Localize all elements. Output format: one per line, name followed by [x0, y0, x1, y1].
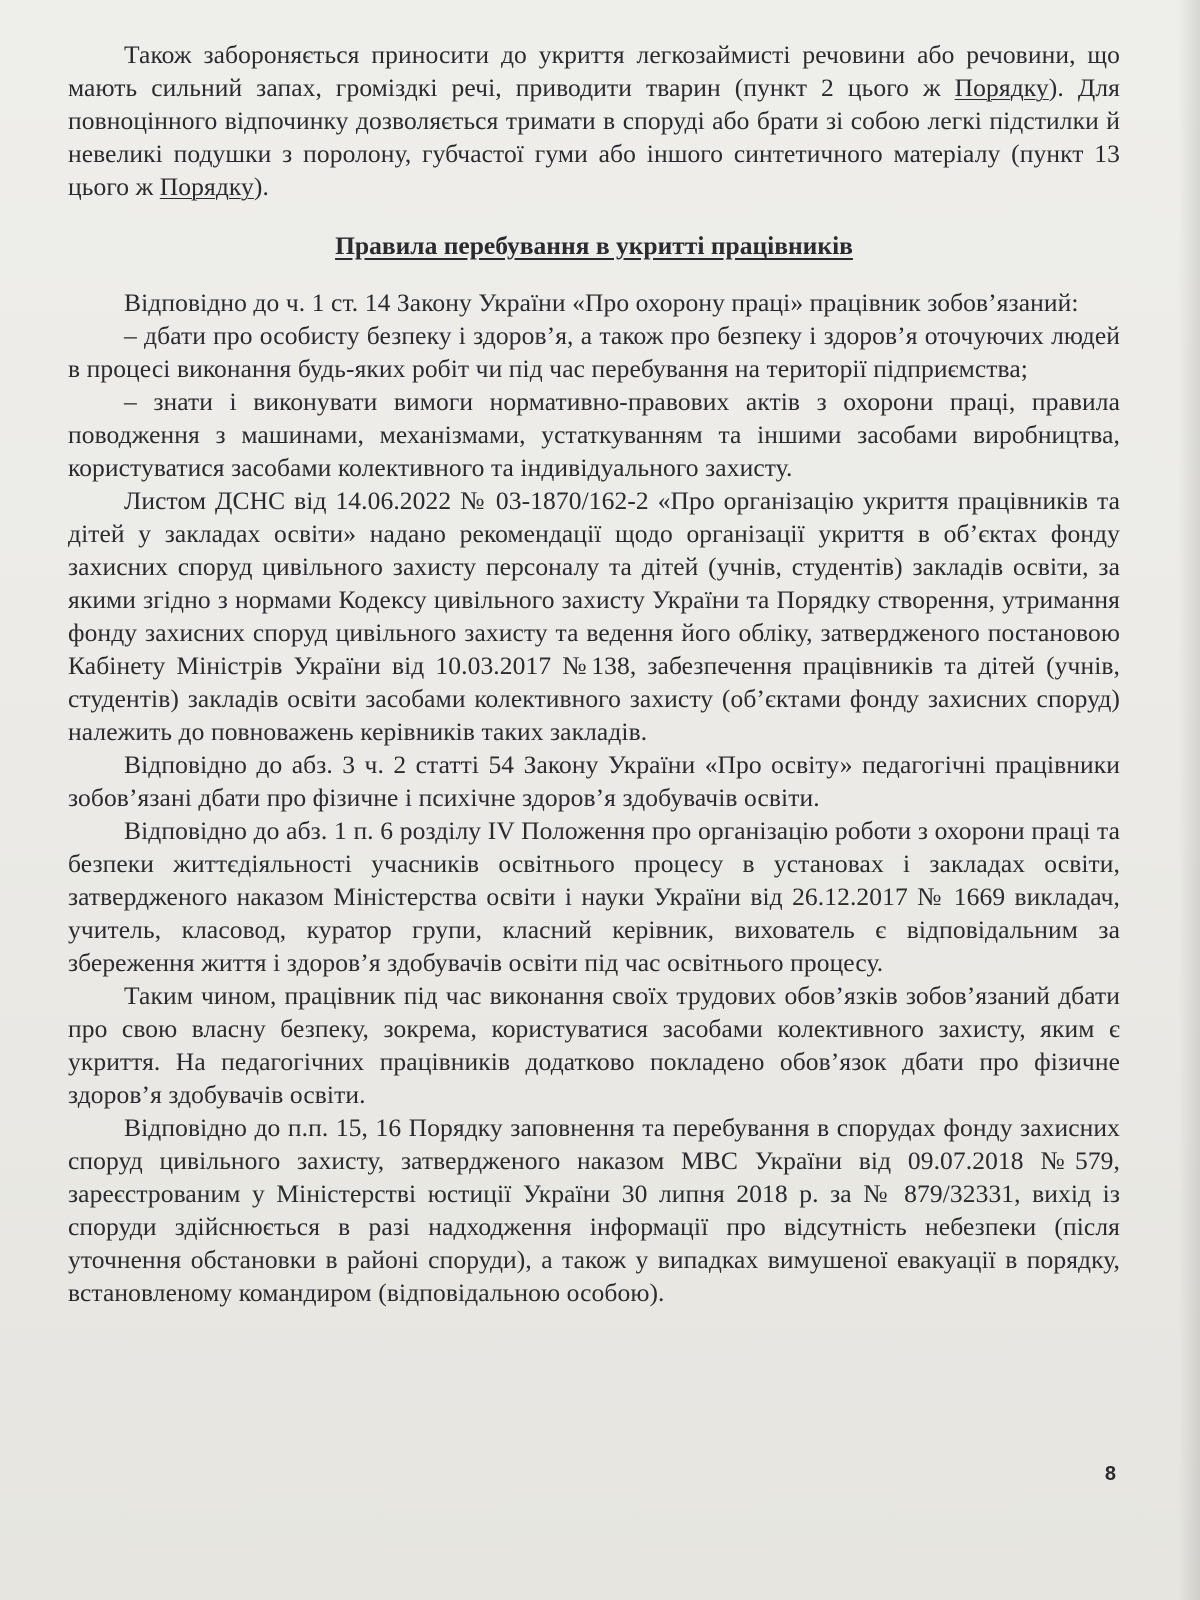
poryadok-link-2[interactable]: Порядку [159, 172, 254, 201]
bullet-safety-duty: – дбати про особисту безпеку і здоров’я, а також про безпеку і здоров’я оточуючих людей в процесі виконання будь-яких робіт чи під час перебування на території підприємства; [68, 321, 1120, 383]
intro-text-1: Також забороняється приносити до укриття легкозаймисті речовини або речовини, що мають сильний запах, громіздкі речі, приводити тварин (пункт 2 цього ж [68, 40, 1120, 102]
bullet-know-requirements: – знати і виконувати вимоги нормативно-правових актів з охорони праці, правила поводження з машинами, механізмами, устаткуванням та іншими засобами виробництва, користуватися засобами колективного та індивідуального захисту. [68, 387, 1120, 482]
paragraph-dsns-letter: Листом ДСНС від 14.06.2022 № 03-1870/162-2 «Про організацію укриття працівників та дітей у закладах освіти» надано рекомендації щодо організації укриття в об’єктах фонду захисних споруд цивільного захисту персоналу та дітей (учнів, студентів) закладів освіти, за якими згідно з нормами Кодексу цивільного захисту України та Порядку створення, утримання фонду захисних споруд цивільного захисту та ведення його обліку, затвердженого постановою Кабінету Міністрів України від 10.03.2017 №138, забезпечення працівників та дітей (учнів, студентів) закладів освіти засобами колективного захисту (об’єктами фонду захисних споруд) належить до повноважень керівників таких закладів. [68, 486, 1120, 746]
intro-text-2: ). Для повноцінного відпочинку дозволяється тримати в споруді або брати зі собою легкі підстилки й невеликі подушки з поролону, губчастої гуми або іншого синтетичного матеріалу (пункт 13 цього ж [68, 73, 1120, 201]
intro-paragraph [68, 38, 1120, 203]
intro-text-3: ). [253, 172, 269, 201]
poryadok-link-1[interactable]: Порядку [954, 73, 1049, 102]
paragraph-law-labor-protection: Відповідно до ч. 1 ст. 14 Закону України «Про охорону праці» працівник зобов’язаний: [124, 288, 1079, 317]
paragraph-law-education: Відповідно до абз. 3 ч. 2 статті 54 Закону України «Про освіту» педагогічні працівники зобов’язані дбати про фізичне і психічне здоров’я здобувачів освіти. [68, 750, 1120, 812]
section-heading [68, 229, 1120, 262]
page-number: 8 [1104, 1463, 1116, 1485]
paragraph-mvs-order: Відповідно до п.п. 15, 16 Порядку заповнення та перебування в спорудах фонду захисних споруд цивільного захисту, затвердженого наказом МВС України від 09.07.2018 №579, зареєстрованим у Міністерстві юстиції України 30 липня 2018 р. за № 879/32331, вихід із споруди здійснюється в разі надходження інформації про відсутність небезпеки (після уточнення обстановки в районі споруди), а також у випадках вимушеної евакуації в порядку, встановленому командиром (відповідальною особою). [68, 1113, 1120, 1307]
paragraph-regulation-section-iv: Відповідно до абз. 1 п. 6 розділу IV Положення про організацію роботи з охорони праці та безпеки життєдіяльності учасників освітнього процесу в установах і закладах освіти, затвердженого наказом Міністерства освіти і науки України від 26.12.2017 № 1669 викладач, учитель, класовод, куратор групи, класний керівник, вихователь є відповідальним за збереження життя і здоров’я здобувачів освіти під час освітнього процесу. [68, 816, 1120, 977]
section-heading-text: Правила перебування в укритті працівників [335, 231, 853, 260]
paragraph-conclusion: Таким чином, працівник під час виконання своїх трудових обов’язків зобов’язаний дбати про свою власну безпеку, зокрема, користуватися засобами колективного захисту, яким є укриття. На педагогічних працівників додатково покладено обов’язок дбати про фізичне здоров’я здобувачів освіти. [68, 981, 1120, 1109]
